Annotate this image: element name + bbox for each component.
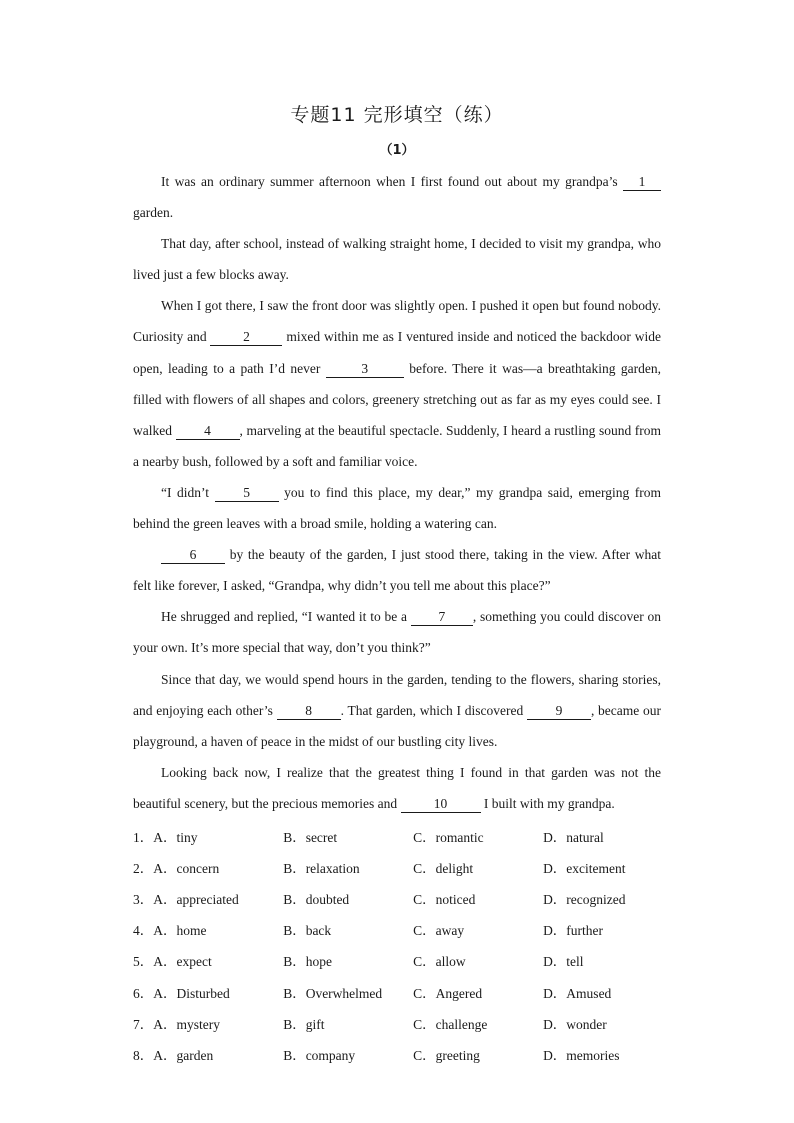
option-b: B．gift (283, 1016, 325, 1032)
option-row (133, 976, 673, 1007)
option-row (133, 882, 673, 913)
blank-2: 2 (210, 328, 282, 346)
option-c: C．challenge (413, 1016, 488, 1032)
paragraph-2 (133, 228, 661, 290)
option-c: C．away (413, 923, 465, 939)
paragraph-4 (133, 477, 661, 539)
paragraph-8 (133, 757, 661, 819)
passage-text: “I didn’t (161, 484, 215, 500)
blank-6: 6 (161, 546, 225, 564)
option-row (133, 1038, 673, 1069)
option-d: D．excitement (543, 860, 626, 876)
option-a: A．Disturbed (153, 985, 230, 1001)
passage-text: Looking back now, I realize that the greatest thing I found in that garden was not the beautiful scenery, but the precious memories and (133, 764, 661, 811)
paragraph-6 (133, 601, 661, 663)
passage-text: . That garden, which I discovered (340, 702, 527, 718)
option-row (133, 914, 673, 945)
paragraph-5 (133, 539, 661, 601)
blank-4: 4 (176, 422, 240, 440)
blank-8: 8 (277, 702, 341, 720)
option-c: C．allow (413, 954, 466, 970)
passage-text: When I got there, I saw the front door was slightly open. I pushed it open but found nobody. Curiosity and (133, 298, 661, 345)
question-number: 3． (133, 891, 154, 907)
option-a: A．tiny (153, 829, 198, 845)
option-d: D．natural (543, 829, 604, 845)
passage-text: Since that day, we would spend hours in the garden, tending to the flowers, sharing stories, and enjoying each other’s (133, 671, 661, 718)
option-b: B．relaxation (283, 860, 360, 876)
question-number: 4． (133, 923, 154, 939)
option-b: B．back (283, 923, 332, 939)
option-row (133, 851, 673, 882)
question-number: 1． (133, 829, 154, 845)
question-number: 8． (133, 1047, 154, 1063)
passage-text: I built with my grandpa. (480, 795, 615, 811)
blank-5: 5 (215, 484, 279, 502)
paragraph-3 (133, 290, 661, 477)
option-b: B．Overwhelmed (283, 985, 383, 1001)
option-c: C．Angered (413, 985, 483, 1001)
option-d: D．further (543, 923, 604, 939)
option-a: A．garden (153, 1047, 214, 1063)
blank-10: 10 (401, 795, 481, 813)
blank-9: 9 (527, 702, 591, 720)
option-d: D．wonder (543, 1016, 607, 1032)
passage-text: He shrugged and replied, “I wanted it to be a (161, 609, 411, 625)
passage-text: garden. (133, 205, 174, 221)
option-a: A．mystery (153, 1016, 220, 1032)
option-row (133, 945, 673, 976)
option-row (133, 820, 673, 851)
option-b: B．doubted (283, 891, 350, 907)
option-a: A．appreciated (153, 891, 239, 907)
option-d: D．Amused (543, 985, 612, 1001)
paragraph-7 (133, 664, 661, 757)
option-row (133, 1007, 673, 1038)
section-number: （1） (379, 143, 415, 158)
passage-text: , marveling at the beautiful spectacle. Suddenly, I heard a rustling sound from a nearby bush, followed by a soft and familiar voice. (133, 422, 662, 469)
blank-3: 3 (326, 360, 404, 378)
passage-text: It was an ordinary summer afternoon when I first found out about my grandpa’s (161, 174, 623, 189)
option-a: A．home (153, 923, 207, 939)
option-a: A．concern (153, 860, 220, 876)
blank-7: 7 (411, 608, 473, 626)
passage-text: , something you could discover on your own. It’s more special that way, don’t you think?” (133, 609, 661, 656)
option-b: B．secret (283, 829, 338, 845)
option-c: C．noticed (413, 891, 476, 907)
page-title: 专题11 完形填空（练） (290, 104, 504, 126)
passage-text: That day, after school, instead of walking straight home, I decided to visit my grandpa, who lived just a few blocks away. (133, 236, 661, 283)
passage-text: , became our playground, a haven of peace in the midst of our bustling city lives. (133, 702, 661, 749)
question-number: 7． (133, 1016, 154, 1032)
passage-text: before. There it was—a breathtaking garden, filled with flowers of all shapes and colors, greenery stretching out as far as my eyes could see. I walked (133, 360, 661, 438)
passage-text: by the beauty of the garden, I just stood there, taking in the view. After what felt like forever, I asked, “Grandpa, why didn’t you tell me about this place?” (133, 547, 661, 594)
option-d: D．tell (543, 954, 584, 970)
question-number: 5． (133, 954, 154, 970)
passage-text: you to find this place, my dear,” my grandpa said, emerging from behind the green leaves with a broad smile, holding a watering can. (133, 484, 661, 532)
question-number: 2． (133, 860, 154, 876)
paragraph-1 (133, 166, 661, 228)
answer-options (133, 820, 673, 1070)
question-number: 6． (133, 985, 154, 1001)
option-b: B．hope (283, 954, 332, 970)
blank-1: 1 (623, 173, 661, 191)
option-c: C．delight (413, 860, 474, 876)
option-c: C．greeting (413, 1047, 480, 1063)
option-a: A．expect (153, 954, 212, 970)
option-c: C．romantic (413, 829, 484, 845)
cloze-passage (133, 166, 661, 819)
option-b: B．company (283, 1047, 356, 1063)
option-d: D．memories (543, 1047, 620, 1063)
passage-text: mixed within me as I ventured inside and noticed the backdoor wide open, leading to a path I’d never (133, 329, 661, 376)
option-d: D．recognized (543, 891, 626, 907)
